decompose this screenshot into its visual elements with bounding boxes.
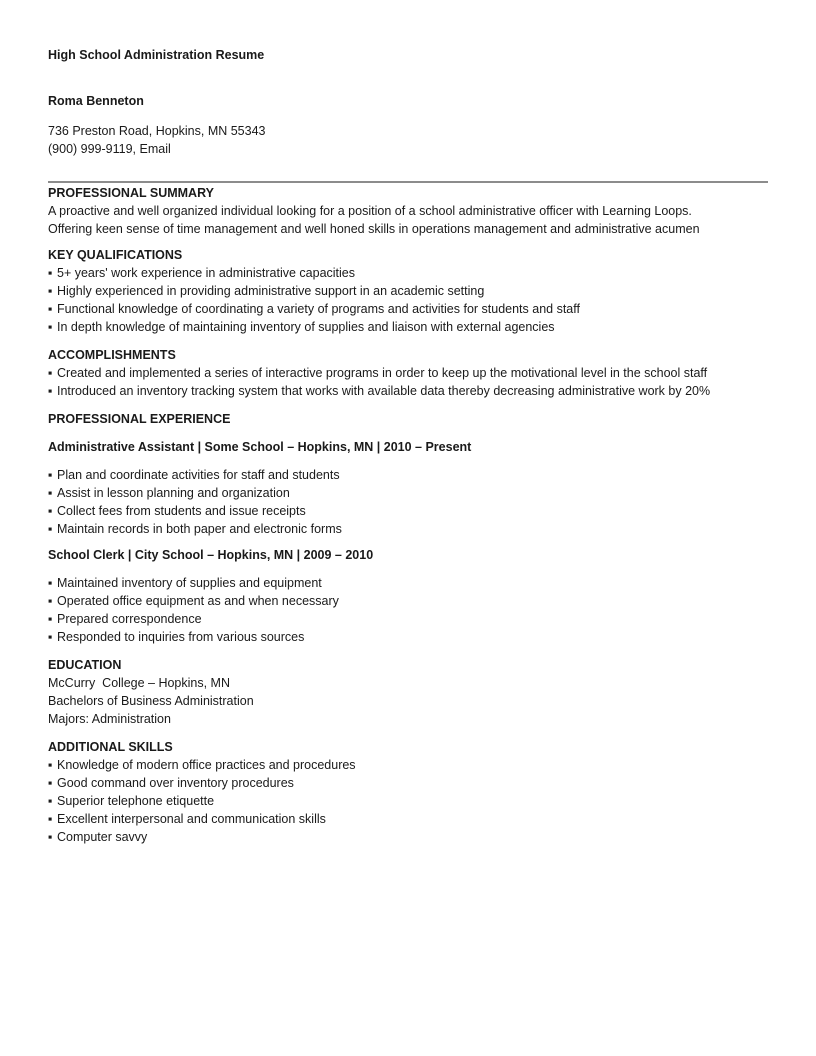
education-line: McCurry College – Hopkins, MN <box>48 676 230 690</box>
job-duties-list <box>48 574 768 646</box>
bullet-icon: ▪ <box>48 594 53 608</box>
bullet-icon: ▪ <box>48 612 53 626</box>
candidate-name: Roma Benneton <box>48 94 144 108</box>
summary-line: A proactive and well organized individual looking for a position of a school administrative officer with Learning Loops. <box>48 204 692 218</box>
list-item: ▪ Excellent interpersonal and communication skills <box>48 812 326 826</box>
section-heading: ACCOMPLISHMENTS <box>48 348 176 362</box>
contact-block <box>48 122 266 158</box>
bullet-icon: ▪ <box>48 794 53 808</box>
education-line: Bachelors of Business Administration <box>48 694 254 708</box>
list-item: ▪ Responded to inquiries from various sources <box>48 630 305 644</box>
section-key-qualifications <box>48 246 768 336</box>
bullet-icon: ▪ <box>48 812 53 826</box>
skills-list <box>48 756 768 846</box>
list-item: ▪ Created and implemented a series of interactive programs in order to keep up the motivational level in the school staff <box>48 366 708 380</box>
section-additional-skills <box>48 738 768 846</box>
document-title: High School Administration Resume <box>48 48 265 62</box>
list-item: ▪ Plan and coordinate activities for staff and students <box>48 468 340 482</box>
bullet-icon: ▪ <box>48 630 53 644</box>
bullet-icon: ▪ <box>48 284 53 298</box>
section-heading: KEY QUALIFICATIONS <box>48 248 183 262</box>
section-heading: PROFESSIONAL EXPERIENCE <box>48 412 231 426</box>
bullet-icon: ▪ <box>48 576 53 590</box>
job-title: Administrative Assistant | Some School – Hopkins, MN | 2010 – Present <box>48 440 472 454</box>
bullet-icon: ▪ <box>48 384 53 398</box>
list-item: ▪ Collect fees from students and issue receipts <box>48 504 306 518</box>
list-item: ▪ In depth knowledge of maintaining inventory of supplies and liaison with external agencies <box>48 320 555 334</box>
section-accomplishments <box>48 346 768 400</box>
bullet-icon: ▪ <box>48 468 53 482</box>
list-item: ▪ Maintained inventory of supplies and equipment <box>48 576 322 590</box>
bullet-icon: ▪ <box>48 320 53 334</box>
education-line: Majors: Administration <box>48 712 171 726</box>
qualifications-list <box>48 264 768 336</box>
header-divider <box>48 181 768 183</box>
bullet-icon: ▪ <box>48 486 53 500</box>
job-duties-list <box>48 466 768 538</box>
list-item: ▪ Introduced an inventory tracking system that works with available data thereby decreasing administrative work by 20% <box>48 384 711 398</box>
bullet-icon: ▪ <box>48 758 53 772</box>
bullet-icon: ▪ <box>48 504 53 518</box>
section-professional-experience <box>48 410 768 646</box>
list-item: ▪ Computer savvy <box>48 830 148 844</box>
bullet-icon: ▪ <box>48 776 53 790</box>
resume-body <box>48 184 768 846</box>
section-heading: PROFESSIONAL SUMMARY <box>48 186 214 200</box>
list-item: ▪ Superior telephone etiquette <box>48 794 215 808</box>
accomplishments-list <box>48 364 768 400</box>
bullet-icon: ▪ <box>48 302 53 316</box>
list-item: ▪ Operated office equipment as and when necessary <box>48 594 339 608</box>
section-heading: EDUCATION <box>48 658 122 672</box>
contact-phone-email: (900) 999-9119, Email <box>48 142 171 156</box>
summary-line: Offering keen sense of time management and well honed skills in operations management and administrative acumen <box>48 222 700 236</box>
list-item: ▪ Functional knowledge of coordinating a variety of programs and activities for students and staff <box>48 302 580 316</box>
bullet-icon: ▪ <box>48 830 53 844</box>
list-item: ▪ Good command over inventory procedures <box>48 776 294 790</box>
list-item: ▪ Maintain records in both paper and electronic forms <box>48 522 342 536</box>
list-item: ▪ Knowledge of modern office practices and procedures <box>48 758 356 772</box>
list-item: ▪ 5+ years' work experience in administrative capacities <box>48 266 356 280</box>
section-education <box>48 656 768 728</box>
bullet-icon: ▪ <box>48 366 53 380</box>
list-item: ▪ Highly experienced in providing administrative support in an academic setting <box>48 284 485 298</box>
bullet-icon: ▪ <box>48 266 53 280</box>
bullet-icon: ▪ <box>48 522 53 536</box>
list-item: ▪ Prepared correspondence <box>48 612 202 626</box>
section-heading: ADDITIONAL SKILLS <box>48 740 173 754</box>
job-title: School Clerk | City School – Hopkins, MN | 2009 – 2010 <box>48 548 374 562</box>
list-item: ▪ Assist in lesson planning and organization <box>48 486 290 500</box>
section-professional-summary <box>48 184 768 238</box>
contact-address: 736 Preston Road, Hopkins, MN 55343 <box>48 124 266 138</box>
